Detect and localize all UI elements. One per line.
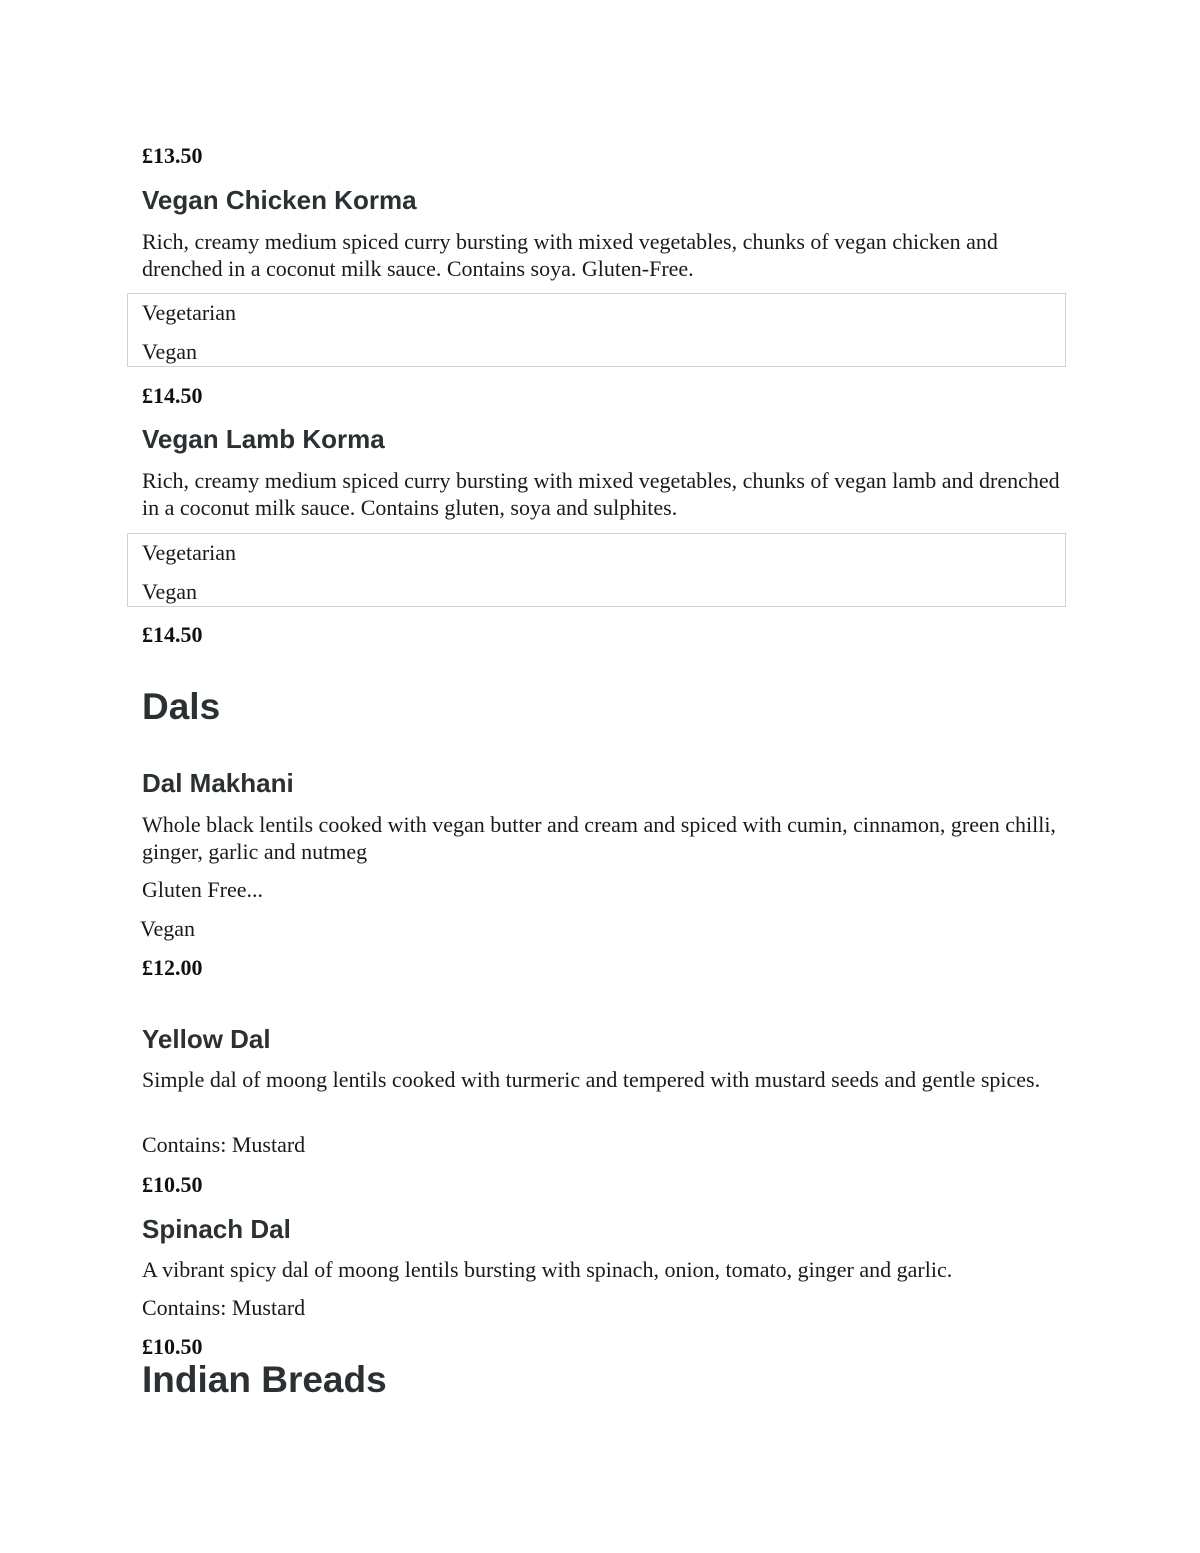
item-allergen-note: Contains: Mustard xyxy=(142,1295,306,1320)
item-description: A vibrant spicy dal of moong lentils bursting with spinach, onion, tomato, ginger and garlic. xyxy=(142,1257,953,1282)
price-label: £10.50 xyxy=(142,1172,203,1197)
item-title-vegan-lamb-korma: Vegan Lamb Korma xyxy=(142,424,385,454)
item-description: Rich, creamy medium spiced curry bursting with mixed vegetables, chunks of vegan chicken and drenched in a coconut milk sauce. Contains soya. Gluten-Free. xyxy=(142,229,998,281)
item-description: Rich, creamy medium spiced curry bursting with mixed vegetables, chunks of vegan lamb and drenched in a coconut milk sauce. Contains gluten, soya and sulphites. xyxy=(142,468,1060,520)
item-note: Gluten Free... xyxy=(142,877,263,902)
item-description: Whole black lentils cooked with vegan butter and cream and spiced with cumin, cinnamon, green chilli, ginger, garlic and nutmeg xyxy=(142,812,1056,864)
dietary-tag-vegetarian: Vegetarian xyxy=(142,300,237,325)
dietary-tag-vegan: Vegan xyxy=(140,916,195,941)
dietary-tag-vegetarian: Vegetarian xyxy=(142,540,237,565)
dietary-tag-vegan: Vegan xyxy=(142,339,197,364)
dietary-tag-vegan: Vegan xyxy=(142,579,197,604)
item-allergen-note: Contains: Mustard xyxy=(142,1132,306,1157)
price-label: £14.50 xyxy=(142,383,203,408)
section-title-indian-breads: Indian Breads xyxy=(142,1359,387,1400)
item-title-dal-makhani: Dal Makhani xyxy=(142,768,294,798)
price-label: £12.00 xyxy=(142,955,203,980)
price-label: £13.50 xyxy=(142,143,203,168)
dietary-tags-box xyxy=(127,533,1066,607)
item-title-spinach-dal: Spinach Dal xyxy=(142,1214,291,1244)
price-label: £14.50 xyxy=(142,622,203,647)
item-title-vegan-chicken-korma: Vegan Chicken Korma xyxy=(142,185,417,215)
price-label: £10.50 xyxy=(142,1334,203,1359)
section-title-dals: Dals xyxy=(142,686,221,727)
item-description: Simple dal of moong lentils cooked with turmeric and tempered with mustard seeds and gentle spices. xyxy=(142,1067,1041,1092)
dietary-tags-box xyxy=(127,293,1066,367)
item-title-yellow-dal: Yellow Dal xyxy=(142,1024,271,1054)
